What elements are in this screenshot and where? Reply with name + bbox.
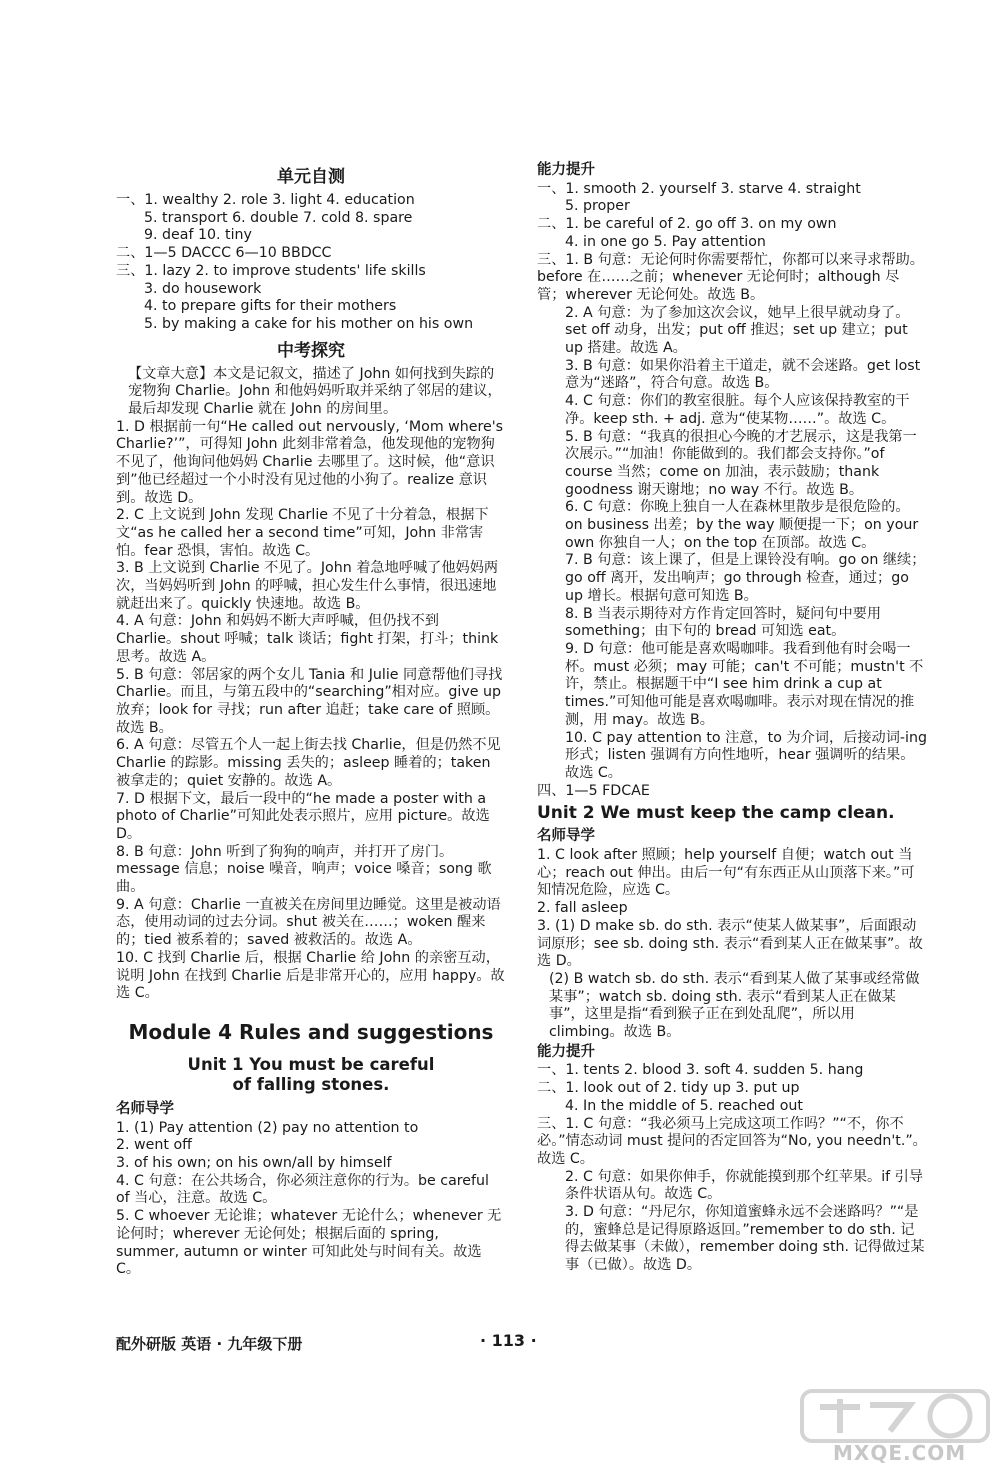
answer-explanation: 7. B 句意：该上课了，但是上课铃没有响。go on 继续；go off 离开，发出响声；go through 检查，通过；go up 增长。根据句意可知选 B。 (565, 552, 926, 604)
answer-explanation: 2. A 句意：为了参加这次会议，她早上很早就动身了。set off 动身，出发；put off 推迟；set up 建立；put up 搭建。故选 A。 (565, 304, 910, 357)
answer-line: 四、1—5 FDCAE (537, 782, 650, 799)
answer-explanation: 6. C 句意：你晚上独自一人在森林里散步是很危险的。on business 出差；by the way 顺便提一下；on your own 你独自一人；on the top 在顶部。故选 C。 (565, 499, 919, 551)
answer-line: 一、1. tents 2. blood 3. soft 4. sudden 5. hang (537, 1062, 864, 1079)
answer-explanation: 9. A 句意：Charlie 一直被关在房间里边睡觉。这里是被动语态，使用动词的过去分词。shut 被关在……；woken 醒来的；tied 被系着的；saved 被救活的。故选 A。 (116, 896, 501, 949)
answer-line: 5. by making a cake for his mother on his own (144, 315, 474, 332)
right-column (537, 160, 927, 1275)
answer-explanation: 4. C 句意：你们的教室很脏。每个人应该保持教室的干净。keep sth. + adj. 意为“使某物……”。故选 C。 (565, 393, 910, 427)
answer-explanation: 5. B 句意：“我真的很担心今晚的才艺展示，这是我第一次展示。”“加油！你能做到的。我们都会支持你。”of course 当然；come on 加油，表示鼓励；thank goodness 谢天谢地；no way 不行。故选 B。 (565, 428, 917, 498)
answer-line: 3. do housework (144, 280, 262, 297)
answer-line: 二、1. be careful of 2. go off 3. on my own (537, 216, 837, 233)
answer-explanation: 3. B 句意：如果你沿着主干道走，就不会迷路。get lost 意为“迷路”，符合句意。故选 B。 (565, 357, 921, 392)
answer-explanation: 6. A 句意：尽管五个人一起上街去找 Charlie，但是仍然不见 Charlie 的踪影。missing 丢失的；asleep 睡着的；taken 被拿走的；quiet 安静的。故选 A。 (116, 737, 501, 789)
unit-title-line: of falling stones. (232, 1074, 390, 1094)
section-heading-unit-test: 单元自测 (277, 167, 345, 187)
watermark-site: MXQE.COM (833, 1441, 967, 1465)
answer-explanation: 9. D 句意：他可能是喜欢喝咖啡。我看到他有时会喝一杯。must 必须；may 可能；can't 不可能；mustn't 不许，禁止。根据题干中“I see him drink a cup at times.”可知他可能是喜欢喝咖啡。表示对现在情况的推测，用 may。故选 B。 (565, 640, 924, 728)
passage-summary: 【文章大意】本文是记叙文，描述了 John 如何找到失踪的宠物狗 Charlie。John 和他妈妈听取并采纳了邻居的建议，最后却发现 Charlie 就在 John 的房间里。 (128, 365, 502, 418)
answer-explanation: 3. D 句意：“丹尼尔，你知道蜜蜂永远不会迷路吗？”“是的，蜜蜂总是记得原路返回。”remember to do sth. 记得去做某事（未做），remember doing sth. 记得做过某事（已做）。故选 D。 (565, 1204, 925, 1274)
answer-explanation: 1. C look after 照顾；help yourself 自便；watch out 当心；reach out 伸出。由后一句“有东西正从山顶落下来。”可知情况危险，应选 C。 (537, 847, 915, 899)
answer-line: 1. (1) Pay attention (2) pay no attention to (116, 1119, 419, 1136)
answer-line: 一、1. smooth 2. yourself 3. starve 4. straight (537, 180, 861, 197)
answer-line: 二、1—5 DACCC 6—10 BBDCC (116, 245, 332, 262)
answer-explanation: (2) B watch sb. do sth. 表示“看到某人做了某事或经常做某事”；watch sb. doing sth. 表示“看到某人正在做某事”，这里是指“看到猴子正在到处乱爬”，所以用 climbing。故选 B。 (549, 970, 920, 1041)
subsection-heading: 名师导学 (116, 1100, 174, 1117)
answer-explanation: 8. B 当表示期待对方作肯定回答时，疑问句中要用 something；由下句的 bread 可知选 eat。 (565, 605, 882, 640)
answer-line: 二、1. look out of 2. tidy up 3. put up (537, 1080, 800, 1097)
page-number: · 113 · (480, 1331, 537, 1350)
section-heading-exam: 中考探究 (277, 340, 345, 361)
answer-explanation: 2. C 上文说到 John 发现 Charlie 不见了十分着急，根据下文“as he called her a second time”可知，John 非常害怕。fear 恐惧，害怕。故选 C。 (116, 507, 489, 559)
subsection-heading: 能力提升 (537, 162, 595, 178)
answer-line: 5. transport 6. double 7. cold 8. spare (144, 209, 413, 226)
answer-explanation: 2. C 句意：如果你伸手，你就能摸到那个红苹果。if 引导条件状语从句。故选 C。 (565, 1168, 924, 1203)
answer-line: 2. went off (116, 1137, 192, 1154)
unit-title-line: Unit 1 You must be careful (187, 1054, 435, 1074)
answer-explanation: 3. (1) D make sb. do sth. 表示“使某人做某事”，后面跟动词原形；see sb. doing sth. 表示“看到某人正在做某事”。故选 D。 (537, 917, 923, 970)
unit-title: Unit 2 We must keep the camp clean. (537, 803, 895, 824)
answer-line: 5. proper (565, 198, 630, 215)
answer-explanation: 三、1. B 句意：无论何时你需要帮忙，你都可以来寻求帮助。before 在……之前；whenever 无论何时；although 尽管；wherever 无论何处。故选 B。 (537, 251, 924, 303)
book-edition-label: 配外研版 英语 · 九年级下册 (116, 1335, 303, 1353)
unit-title (116, 1055, 506, 1095)
answer-explanation: 三、1. C 句意：“我必须马上完成这项工作吗？”“不，你不必。”情态动词 must 提问的否定回答为“No, you needn't.”。故选 C。 (537, 1115, 927, 1167)
answer-line: 一、1. wealthy 2. role 3. light 4. education (116, 192, 415, 208)
answer-explanation: 10. C 找到 Charlie 后，根据 Charlie 给 John 的亲密互动，说明 John 在找到 Charlie 后是非常开心的，应用 happy。故选 C。 (116, 949, 505, 1002)
answer-line: 4. to prepare gifts for their mothers (144, 298, 397, 315)
left-column (116, 160, 506, 1279)
answer-line: 4. in one go 5. Pay attention (565, 233, 766, 250)
subsection-heading: 能力提升 (537, 1043, 595, 1060)
answer-explanation: 4. C 句意：在公共场合，你必须注意你的行为。be careful of 当心，注意。故选 C。 (116, 1172, 489, 1207)
answer-explanation: 5. C whoever 无论谁；whatever 无论什么；whenever 无论何时；wherever 无论何处；根据后面的 spring, summer, autumn or winter 可知此处与时间有关。故选 C。 (116, 1208, 502, 1278)
answer-line: 4. In the middle of 5. reached out (565, 1097, 803, 1114)
answer-explanation: 8. B 句意：John 听到了狗狗的响声，并打开了房门。message 信息；noise 噪音，响声；voice 嗓音；song 歌曲。 (116, 843, 492, 896)
answer-explanation: 5. B 句意：邻居家的两个女儿 Tania 和 Julie 同意帮他们寻找 Charlie。而且，与第五段中的“searching”相对应。give up 放弃；look for 寻找；run after 追赶；take care of 照顾。故选 B。 (116, 666, 503, 736)
answer-explanation: 4. A 句意：John 和妈妈不断大声呼喊，但仍找不到 Charlie。shout 呼喊；talk 谈话；fight 打架，打斗；think 思考。故选 A。 (116, 613, 499, 665)
answer-line: 9. deaf 10. tiny (144, 227, 252, 244)
answer-line: 三、1. lazy 2. to improve students' life skills (116, 262, 426, 279)
answer-explanation: 10. C pay attention to 注意，to 为介词，后接动词-ing 形式；listen 强调有方向性地听，hear 强调听的结果。故选 C。 (565, 729, 927, 781)
answer-explanation: 1. D 根据前一句“He called out nervously, ‘Mom where's Charlie?’”，可得知 John 此刻非常着急，他发现他的宠物狗不见了，他询问他妈妈 Charlie 去哪里了。这时候，他“意识到”他已经超过一个小时没有见过他的小狗了。realize 意识到。故选 D。 (116, 418, 504, 506)
answer-line: 2. fall asleep (537, 900, 628, 917)
module-title: Module 4 Rules and suggestions (128, 1019, 494, 1044)
subsection-heading: 名师导学 (537, 828, 595, 845)
answer-line: 3. of his own; on his own/all by himself (116, 1155, 392, 1172)
answer-explanation: 3. B 上文说到 Charlie 不见了。John 着急地呼喊了他妈妈两次，当妈妈听到 John 的呼喊，担心发生什么事情，很迅速地就赶出来了。quickly 快速地。故选 B。 (116, 560, 499, 612)
answer-explanation: 7. D 根据下文，最后一段中的“he made a poster with a photo of Charlie”可知此处表示照片，应用 picture。故选 D。 (116, 790, 490, 842)
